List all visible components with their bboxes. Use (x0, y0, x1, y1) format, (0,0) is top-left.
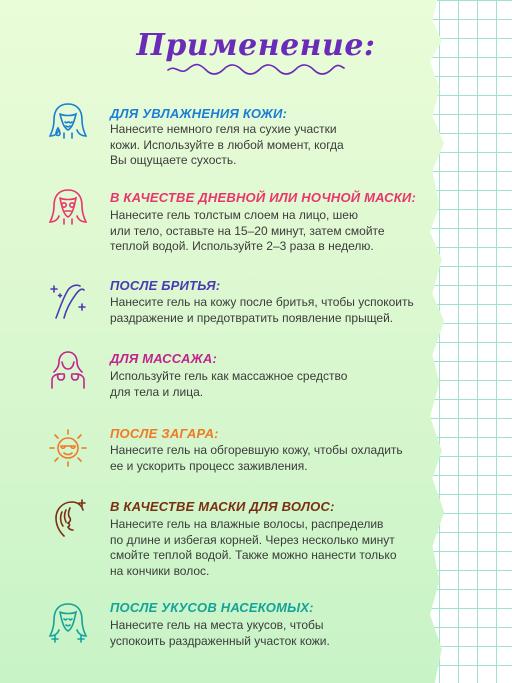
description-line: Нанесите немного геля на сухие участки (110, 122, 337, 136)
title-squiggle-decoration (166, 62, 346, 76)
face-bites-icon (46, 600, 90, 644)
item-heading: В КАЧЕСТВЕ МАСКИ ДЛЯ ВОЛОС: (110, 499, 335, 514)
description-line: Нанесите гель на места укусов, чтобы (110, 618, 324, 632)
description-line: смойте теплой водой. Также можно нанести только (110, 548, 397, 562)
item-description (110, 618, 330, 649)
description-line: для тела и лица. (110, 384, 204, 399)
description-line: раздражение и предотвратить появление прыщей. (110, 310, 394, 325)
item-description (110, 517, 397, 579)
description-line: Нанесите гель толстым слоем на лицо, шею (110, 208, 358, 222)
description-line: ее и ускорить процесс заживления. (110, 458, 308, 473)
item-description (110, 443, 403, 474)
massage-icon (46, 348, 90, 392)
description-line: успокоить раздраженный участок кожи. (110, 633, 330, 648)
description-line: Нанесите гель на влажные волосы, распределив (110, 517, 384, 531)
item-heading: ПОСЛЕ УКУСОВ НАСЕКОМЫХ: (110, 600, 314, 615)
description-line: Нанесите гель на кожу после бритья, чтобы успокоить (110, 295, 414, 309)
description-line: по длине и избегая корней. Через несколько минут (110, 532, 395, 547)
item-description (110, 369, 347, 400)
item-heading: ПОСЛЕ ЗАГАРА: (110, 426, 219, 441)
hair-profile-icon (46, 496, 90, 540)
description-line: Используйте гель как массажное средство (110, 369, 348, 383)
item-description (110, 295, 414, 326)
shaved-leg-icon (46, 278, 90, 322)
description-line: теплой водой. Используйте 2–3 раза в неделю. (110, 239, 374, 253)
description-line: кожи. Используйте в любой момент, когда (110, 137, 344, 152)
page-title: Применение: (136, 28, 376, 63)
description-line: Нанесите гель на обгоревшую кожу, чтобы охладить (110, 443, 403, 457)
item-description (110, 122, 344, 169)
item-heading: В КАЧЕСТВЕ ДНЕВНОЙ ИЛИ НОЧНОЙ МАСКИ: (110, 190, 416, 205)
description-line: Вы ощущаете сухость. (110, 153, 237, 167)
item-heading: ДЛЯ УВЛАЖНЕНИЯ КОЖИ: (110, 106, 288, 121)
item-description (110, 208, 385, 255)
face-moisture-icon (46, 100, 90, 144)
item-heading: ПОСЛЕ БРИТЬЯ: (110, 278, 221, 293)
item-heading: ДЛЯ МАССАЖА: (110, 351, 217, 366)
description-line: или тело, оставьте на 15–20 минут, затем смойте (110, 223, 385, 238)
sun-icon (46, 426, 90, 470)
face-mask-icon (46, 186, 90, 230)
description-line: на кончики волос. (110, 563, 210, 578)
